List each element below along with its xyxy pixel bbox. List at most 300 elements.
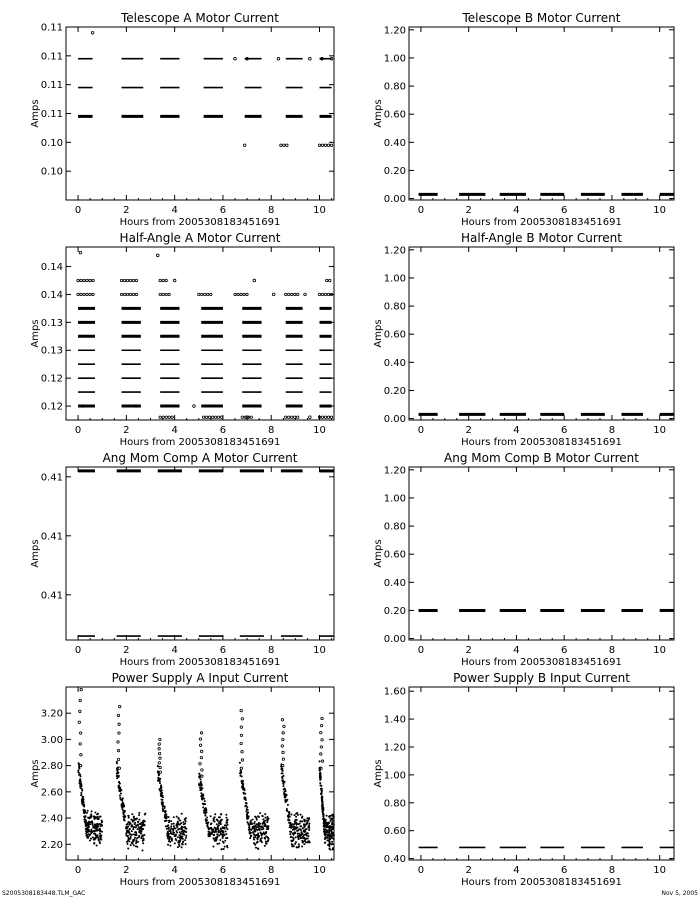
data-point xyxy=(328,839,330,841)
data-point xyxy=(179,819,181,821)
data-point xyxy=(321,796,323,798)
spike-point xyxy=(79,743,81,745)
data-point xyxy=(161,799,163,801)
data-point xyxy=(307,842,309,844)
data-point xyxy=(286,799,288,801)
data-point xyxy=(159,790,161,792)
x-tick-label: 4 xyxy=(171,645,178,656)
spike-point xyxy=(321,760,323,762)
data-point xyxy=(241,416,243,418)
y-tick-label: 0.12 xyxy=(40,401,63,413)
y-tick-label: 0.41 xyxy=(40,590,63,602)
data-point xyxy=(205,811,207,813)
data-point xyxy=(285,416,287,418)
data-point xyxy=(135,818,137,820)
data-point xyxy=(209,835,211,837)
data-point xyxy=(89,831,91,833)
data-point xyxy=(323,819,325,821)
outlier-point xyxy=(272,293,275,296)
spike-point xyxy=(80,688,82,690)
data-point xyxy=(290,813,292,815)
data-point xyxy=(198,293,200,295)
data-point xyxy=(289,831,291,833)
data-point xyxy=(247,823,249,825)
data-point xyxy=(286,144,288,146)
spike-point xyxy=(320,724,322,726)
data-point xyxy=(116,761,118,763)
data-point xyxy=(204,293,206,295)
spike-point xyxy=(241,751,243,753)
data-point xyxy=(305,828,307,830)
data-point xyxy=(81,785,83,787)
data-point xyxy=(214,840,216,842)
data-point xyxy=(225,817,227,819)
data-point xyxy=(142,850,144,852)
data-point xyxy=(289,822,291,824)
data-point xyxy=(101,821,103,823)
data-point xyxy=(246,806,248,808)
data-point xyxy=(176,832,178,834)
data-point xyxy=(225,814,227,816)
data-point xyxy=(216,843,218,845)
data-point xyxy=(206,816,208,818)
data-point xyxy=(250,820,252,822)
data-point xyxy=(177,836,179,838)
x-tick-label: 2 xyxy=(465,425,472,436)
data-point xyxy=(284,788,286,790)
spike-point xyxy=(117,741,119,743)
data-point xyxy=(87,810,89,812)
x-axis-label: Hours from 2005308183451691 xyxy=(119,437,281,448)
data-point xyxy=(82,802,84,804)
plot-frame xyxy=(66,27,334,200)
data-point xyxy=(303,843,305,845)
data-point xyxy=(259,832,261,834)
data-point xyxy=(135,826,137,828)
data-point xyxy=(262,828,264,830)
data-point xyxy=(234,293,236,295)
data-point xyxy=(78,762,80,764)
data-point xyxy=(78,771,80,773)
spike-point xyxy=(282,738,284,740)
data-point xyxy=(215,831,217,833)
data-point xyxy=(282,770,284,772)
data-point xyxy=(96,830,98,832)
data-point xyxy=(296,846,298,848)
x-tick-label: 0 xyxy=(74,645,82,656)
data-point xyxy=(173,825,175,827)
spike-point xyxy=(118,767,120,769)
data-point xyxy=(298,845,300,847)
data-point xyxy=(97,817,99,819)
spike-point xyxy=(79,732,81,734)
data-point xyxy=(321,144,323,146)
data-point xyxy=(241,782,243,784)
data-point xyxy=(80,279,82,281)
data-point xyxy=(254,836,256,838)
data-point xyxy=(137,821,139,823)
data-point xyxy=(130,844,132,846)
data-point xyxy=(120,293,122,295)
data-point xyxy=(94,824,96,826)
data-point xyxy=(125,826,127,828)
data-point xyxy=(322,814,324,816)
data-point xyxy=(284,796,286,798)
spike-point xyxy=(282,751,284,753)
data-point xyxy=(205,807,207,809)
data-point xyxy=(132,293,134,295)
spike-point xyxy=(240,734,242,736)
data-point xyxy=(160,787,162,789)
data-point xyxy=(223,848,225,850)
data-point xyxy=(297,827,299,829)
spike-point xyxy=(118,705,120,707)
data-point xyxy=(322,815,324,817)
data-point xyxy=(164,820,166,822)
spike-point xyxy=(159,766,161,768)
data-point xyxy=(143,824,145,826)
data-point xyxy=(204,800,206,802)
data-point xyxy=(225,830,227,832)
data-point xyxy=(307,821,309,823)
x-tick-label: 10 xyxy=(653,425,667,436)
spike-point xyxy=(200,732,202,734)
data-point xyxy=(220,823,222,825)
spike-point xyxy=(118,732,120,734)
y-tick-label: 0.41 xyxy=(40,472,63,484)
data-point xyxy=(140,822,142,824)
data-point xyxy=(260,840,262,842)
data-point xyxy=(135,293,137,295)
data-point xyxy=(294,831,296,833)
data-point xyxy=(180,827,182,829)
data-point xyxy=(99,823,101,825)
data-point xyxy=(168,293,170,295)
data-point xyxy=(294,416,296,418)
data-point xyxy=(95,828,97,830)
data-point xyxy=(326,279,328,281)
data-point xyxy=(136,837,138,839)
data-point xyxy=(101,831,103,833)
data-point xyxy=(331,828,333,830)
data-point xyxy=(85,825,87,827)
data-point xyxy=(254,821,256,823)
data-point xyxy=(184,830,186,832)
data-point xyxy=(181,813,183,815)
y-tick-label: 0.10 xyxy=(40,166,63,178)
data-point xyxy=(126,279,128,281)
data-point xyxy=(181,837,183,839)
x-tick-label: 8 xyxy=(608,205,616,216)
data-point xyxy=(165,279,167,281)
data-point xyxy=(224,846,226,848)
x-tick-label: 2 xyxy=(123,425,130,436)
data-point xyxy=(100,835,102,837)
data-point xyxy=(133,816,135,818)
data-point xyxy=(138,830,140,832)
data-point xyxy=(185,837,187,839)
plot-frame xyxy=(409,27,674,200)
data-point xyxy=(295,822,297,824)
data-point xyxy=(88,821,90,823)
data-point xyxy=(252,831,254,833)
x-tick-label: 6 xyxy=(560,865,568,876)
data-point xyxy=(133,844,135,846)
data-point xyxy=(330,830,332,832)
data-point xyxy=(223,827,225,829)
data-point xyxy=(331,832,333,834)
data-point xyxy=(123,279,125,281)
data-point xyxy=(170,820,172,822)
data-point xyxy=(131,841,133,843)
y-tick-label: 0.14 xyxy=(40,289,63,301)
data-point xyxy=(299,822,301,824)
data-point xyxy=(83,279,85,281)
chart-panel-6 xyxy=(409,467,674,640)
data-point xyxy=(265,831,267,833)
data-point xyxy=(184,826,186,828)
y-tick-label: 0.60 xyxy=(383,109,406,121)
chart-panel-5 xyxy=(66,467,334,640)
data-point xyxy=(126,830,128,832)
data-point xyxy=(127,815,129,817)
data-point xyxy=(327,822,329,824)
data-point xyxy=(205,822,207,824)
data-point xyxy=(160,784,162,786)
data-point xyxy=(295,813,297,815)
data-point xyxy=(281,777,283,779)
data-point xyxy=(322,807,324,809)
data-point xyxy=(294,820,296,822)
data-point xyxy=(227,824,229,826)
data-point xyxy=(295,836,297,838)
spike-point xyxy=(320,767,322,769)
data-point xyxy=(170,827,172,829)
y-tick-label: 0.13 xyxy=(40,317,63,329)
data-point xyxy=(283,144,285,146)
data-point xyxy=(266,819,268,821)
data-point xyxy=(128,828,130,830)
data-point xyxy=(161,792,163,794)
outlier-point xyxy=(173,279,176,282)
data-point xyxy=(303,826,305,828)
data-point xyxy=(333,815,335,817)
data-point xyxy=(323,826,325,828)
spike-point xyxy=(241,759,243,761)
data-point xyxy=(250,835,252,837)
outlier-point xyxy=(253,279,256,282)
data-point xyxy=(217,828,219,830)
data-point xyxy=(180,822,182,824)
data-point xyxy=(181,846,183,848)
data-point xyxy=(178,843,180,845)
data-point xyxy=(226,819,228,821)
data-point xyxy=(325,831,327,833)
data-point xyxy=(300,829,302,831)
data-point xyxy=(131,813,133,815)
data-point xyxy=(255,847,257,849)
data-point xyxy=(162,809,164,811)
data-point xyxy=(184,839,186,841)
data-point xyxy=(331,823,333,825)
x-tick-label: 2 xyxy=(465,205,472,216)
x-tick-label: 6 xyxy=(219,865,227,876)
data-point xyxy=(138,836,140,838)
y-tick-label: 0.20 xyxy=(383,165,406,177)
data-point xyxy=(332,848,334,850)
data-point xyxy=(159,416,161,418)
data-point xyxy=(264,817,266,819)
data-point xyxy=(245,802,247,804)
data-point xyxy=(169,845,171,847)
data-point xyxy=(200,795,202,797)
data-point xyxy=(131,830,133,832)
data-point xyxy=(141,831,143,833)
data-point xyxy=(92,827,94,829)
spike-point xyxy=(240,709,242,711)
data-point xyxy=(182,821,184,823)
data-point xyxy=(326,830,328,832)
data-point xyxy=(162,293,164,295)
data-point xyxy=(250,416,252,418)
data-point xyxy=(301,815,303,817)
data-point xyxy=(304,830,306,832)
data-point xyxy=(294,843,296,845)
data-point xyxy=(211,416,213,418)
y-axis-label: Amps xyxy=(30,319,41,348)
data-point xyxy=(301,840,303,842)
data-point xyxy=(226,845,228,847)
data-point xyxy=(77,293,79,295)
data-point xyxy=(185,843,187,845)
data-point xyxy=(253,842,255,844)
data-point xyxy=(175,835,177,837)
x-axis-label: Hours from 2005308183451691 xyxy=(461,657,622,668)
data-point xyxy=(262,818,264,820)
data-point xyxy=(161,789,163,791)
x-tick-label: 10 xyxy=(313,645,326,656)
data-point xyxy=(324,416,326,418)
data-point xyxy=(127,837,129,839)
data-point xyxy=(216,823,218,825)
data-point xyxy=(87,825,89,827)
data-point xyxy=(307,835,309,837)
y-axis-label: Amps xyxy=(30,99,41,128)
data-point xyxy=(83,293,85,295)
data-point xyxy=(100,839,102,841)
data-point xyxy=(161,794,163,796)
data-point xyxy=(295,841,297,843)
data-point xyxy=(324,293,326,295)
data-point xyxy=(216,833,218,835)
data-point xyxy=(167,831,169,833)
data-point xyxy=(166,828,168,830)
footer-filename: S2005308183448.TLM_GAC xyxy=(2,890,86,897)
data-point xyxy=(299,820,301,822)
data-point xyxy=(96,844,98,846)
data-point xyxy=(97,824,99,826)
data-point xyxy=(262,822,264,824)
y-tick-label: 0.00 xyxy=(383,414,406,426)
data-point xyxy=(134,831,136,833)
x-tick-label: 8 xyxy=(608,425,616,436)
data-point xyxy=(118,786,120,788)
data-point xyxy=(165,416,167,418)
data-point xyxy=(84,815,86,817)
data-point xyxy=(218,824,220,826)
data-point xyxy=(121,805,123,807)
data-point xyxy=(288,293,290,295)
plot-frame xyxy=(409,247,674,420)
data-point xyxy=(80,794,82,796)
chart-title: Ang Mom Comp A Motor Current xyxy=(102,451,298,465)
data-point xyxy=(83,809,85,811)
data-point xyxy=(294,293,296,295)
y-tick-label: 0.41 xyxy=(40,531,63,543)
chart-panel-4 xyxy=(409,247,674,420)
data-point xyxy=(128,840,130,842)
data-point xyxy=(319,777,321,779)
data-point xyxy=(319,779,321,781)
data-point xyxy=(294,814,296,816)
data-point xyxy=(304,834,306,836)
data-point xyxy=(308,822,310,824)
data-point xyxy=(260,826,262,828)
data-point xyxy=(225,827,227,829)
data-point xyxy=(217,831,219,833)
data-point xyxy=(329,820,331,822)
data-point xyxy=(237,293,239,295)
data-point xyxy=(202,416,204,418)
data-point xyxy=(126,293,128,295)
data-point xyxy=(124,810,126,812)
data-point xyxy=(283,781,285,783)
data-point xyxy=(101,820,103,822)
data-point xyxy=(221,848,223,850)
data-point xyxy=(265,824,267,826)
data-point xyxy=(328,827,330,829)
data-point xyxy=(164,812,166,814)
data-point xyxy=(214,827,216,829)
data-point xyxy=(250,832,252,834)
data-point xyxy=(134,837,136,839)
y-axis-label: Amps xyxy=(373,539,384,568)
data-point xyxy=(288,816,290,818)
data-point xyxy=(333,823,335,825)
data-point xyxy=(99,833,101,835)
data-point xyxy=(220,819,222,821)
y-tick-label: 3.20 xyxy=(40,708,63,720)
data-point xyxy=(291,824,293,826)
data-point xyxy=(259,812,261,814)
data-point xyxy=(329,846,331,848)
data-point xyxy=(287,804,289,806)
data-point xyxy=(122,816,124,818)
data-point xyxy=(129,823,131,825)
data-point xyxy=(213,817,215,819)
spike-point xyxy=(240,726,242,728)
chart-panel-3 xyxy=(66,247,334,420)
chart-title: Half-Angle B Motor Current xyxy=(461,231,622,245)
x-tick-label: 8 xyxy=(268,425,275,436)
data-point xyxy=(323,822,325,824)
data-point xyxy=(167,844,169,846)
data-point xyxy=(292,836,294,838)
spike-point xyxy=(158,762,160,764)
data-point xyxy=(300,814,302,816)
spike-point xyxy=(321,717,323,719)
data-point xyxy=(201,293,203,295)
